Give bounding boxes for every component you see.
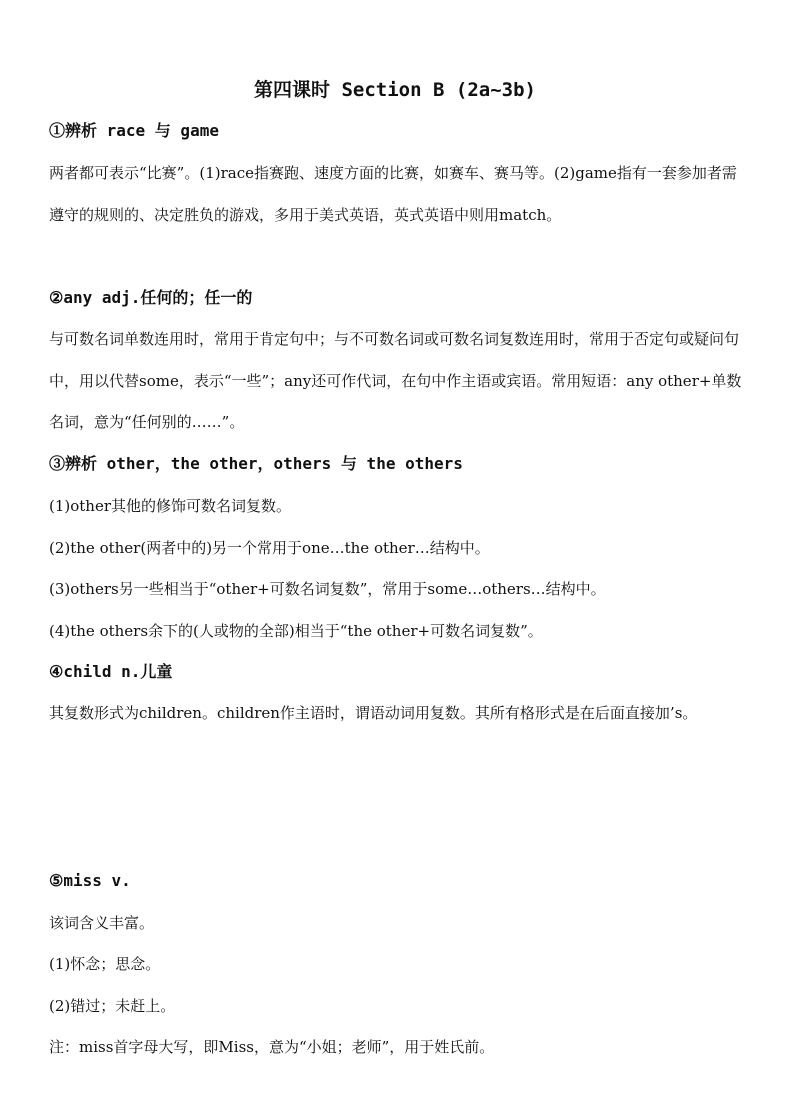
section-line-miss-2: (1)怀念；思念。 — [49, 955, 161, 973]
section-heading-miss: ⑤miss v. — [49, 871, 131, 890]
section-line-other-3: (3)others另一些相当于“other+可数名词复数”，常用于some…others…结构中。 — [49, 580, 606, 598]
section-line-miss-1: 该词含义丰富。 — [49, 914, 155, 932]
section-heading-child: ④child n.儿童 — [49, 662, 173, 681]
section-paragraph-any: 与可数名词单数连用时，常用于肯定句中；与不可数名词或可数名词复数连用时，常用于否定句或疑问句中，用以代替some，表示“一些”；any还可作代词，在句中作主语或宾语。常用短语：any other+单数名词，意为“任何别的……”。 — [49, 330, 742, 431]
section-line-other-1: (1)other其他的修饰可数名词复数。 — [49, 497, 292, 515]
section-heading-race-game: ①辨析 race 与 game — [49, 121, 219, 140]
section-paragraph-race-game: 两者都可表示“比赛”。(1)race指赛跑、速度方面的比赛，如赛车、赛马等。(2)game指有一套参加者需遵守的规则的、决定胜负的游戏，多用于美式英语，英式英语中则用match。 — [49, 164, 737, 224]
section-line-other-4: (4)the others余下的(人或物的全部)相当于“the other+可数名词复数”。 — [49, 622, 543, 640]
section-heading-any: ②any adj.任何的；任一的 — [49, 288, 253, 307]
section-line-miss-3: (2)错过；未赶上。 — [49, 997, 176, 1015]
section-heading-other: ③辨析 other，the other，others 与 the others — [49, 454, 463, 473]
page-title: 第四课时 Section B (2a~3b) — [254, 79, 536, 101]
section-paragraph-child: 其复数形式为children。children作主语时，谓语动词用复数。其所有格形式是在后面直接加’s。 — [49, 704, 698, 722]
section-line-miss-4: 注：miss首字母大写，即Miss，意为“小姐；老师”，用于姓氏前。 — [49, 1038, 495, 1056]
section-line-other-2: (2)the other(两者中的)另一个常用于one…the other…结构中。 — [49, 539, 490, 557]
